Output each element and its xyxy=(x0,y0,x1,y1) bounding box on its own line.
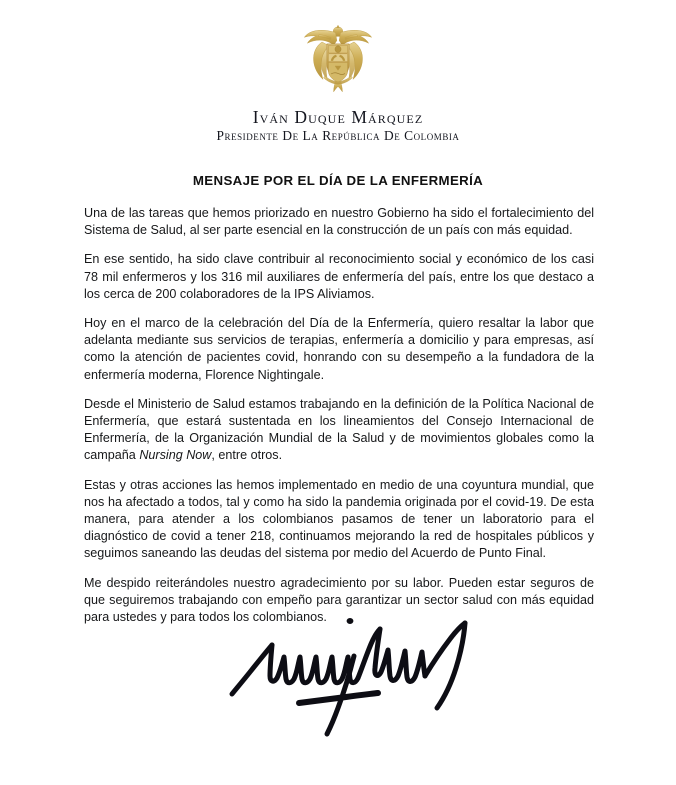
paragraph-2: En ese sentido, ha sido clave contribuir al reconocimiento social y económico de los casi 78 mil enfermeros y los 316 mil auxiliares de enfermería del país, entre los que destaco a los cerca de 200 colaboradores de la IPS Aliviamos. xyxy=(84,252,594,301)
colombia-coat-of-arms-icon xyxy=(295,22,381,96)
handwritten-signature-icon xyxy=(228,612,498,747)
signature-block xyxy=(228,612,498,747)
paragraph-4 xyxy=(84,396,594,465)
paragraph-4-text-after: , entre otros. xyxy=(211,448,283,463)
letterhead xyxy=(0,0,676,143)
president-name: Iván Duque Márquez xyxy=(252,107,424,127)
paragraph-3: Hoy en el marco de la celebración del Día de la Enfermería, quiero resaltar la labor que adelanta mediante sus servicios de terapias, enfermería a domicilio y para empresas, así como la atención de pacientes covid, honrando con su desempeño a la fundadora de la enfermería moderna, Florence Nightingale. xyxy=(84,316,594,382)
paragraph-4-text-before: Desde el Ministerio de Salud estamos trabajando en la definición de la Política Nacional de Enfermería, que estará sustentada en los lineamientos del Consejo Internacional de Enfermería, de la Organización Mundial de la Salud y de movimientos globales como la campaña xyxy=(84,396,594,463)
campaign-name-emphasis: Nursing Now xyxy=(139,448,212,463)
letter-body xyxy=(84,205,594,626)
paragraph-1: Una de las tareas que hemos priorizado en nuestro Gobierno ha sido el fortalecimiento del Sistema de Salud, al ser parte esencial en la construcción de un país con más equidad. xyxy=(84,206,594,238)
paragraph-6: Me despido reiterándoles nuestro agradecimiento por su labor. Pueden estar seguros de que seguiremos trabajando con empeño para garantizar un sector salud con más equidad para ustedes y para todos los colombianos. xyxy=(84,575,594,625)
document-title: MENSAJE POR EL DÍA DE LA ENFERMERÍA xyxy=(192,173,484,189)
paragraph-5: Estas y otras acciones las hemos implementado en medio de una coyuntura mundial, que nos ha afectado a todos, tal y como ha sido la pandemia originada por el covid-19. De esta manera, para atender a los colombianos pasamos de tener un laboratorio para el diagnóstico de covid a tener 218, continuamos mejorando la red de hospitales públicos y seguimos saneando las deudas del sistema por medio del Acuerdo de Punto Final. xyxy=(84,477,594,561)
president-title: Presidente De La República De Colombia xyxy=(216,128,460,144)
